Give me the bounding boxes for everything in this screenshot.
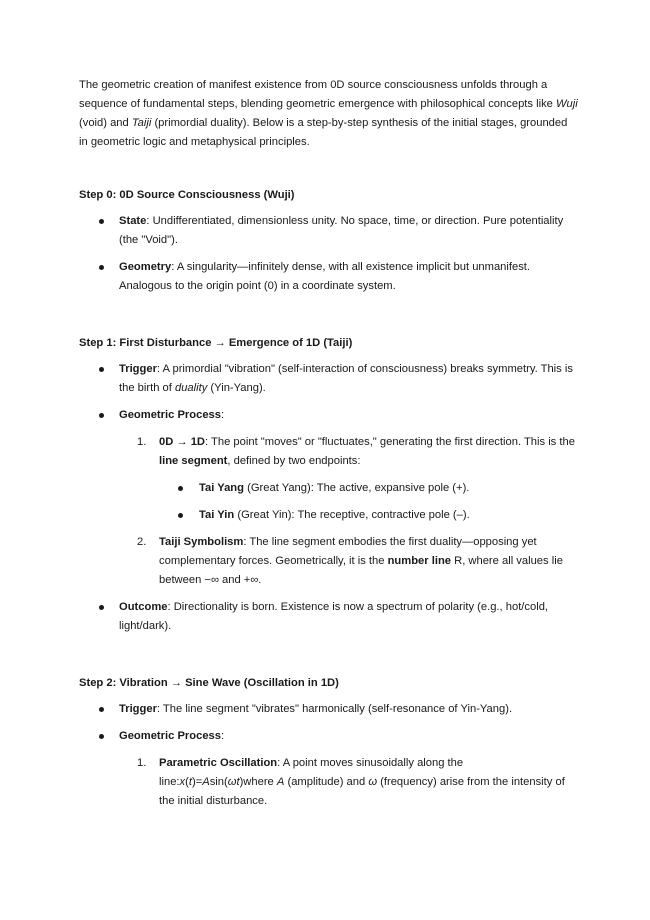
- list-item: [79, 212, 579, 250]
- process-colon: :: [220, 730, 225, 742]
- tai-yang-text: (Great Yang): The active, expansive pole (+).: [243, 482, 470, 494]
- trigger-label: Trigger: [119, 703, 157, 715]
- list-item: [79, 406, 579, 590]
- step-1-list: [79, 360, 579, 636]
- process-colon: :: [220, 409, 225, 421]
- item-label: Parametric Oscillation: [159, 757, 278, 769]
- line-segment-term: line segment: [159, 455, 228, 467]
- intro-text: The geometric creation of manifest existence from 0D source consciousness unfolds through a sequence of fundamental steps, blending geometric emergence with philosophical concepts like: [79, 79, 556, 110]
- geometry-text: : A singularity—infinitely dense, with all existence implicit but unmanifest. Analogous to the origin point (0) in a coordinate system.: [119, 261, 531, 292]
- step-0-heading: Step 0: 0D Source Consciousness (Wuji): [79, 189, 295, 201]
- formula-part: ): [239, 776, 244, 788]
- item-text: (amplitude) and: [284, 776, 369, 788]
- state-label: State: [119, 215, 147, 227]
- item-text: : The point "moves" or "fluctuates," generating the first direction. This is the: [205, 436, 575, 448]
- step-0-list: [79, 212, 579, 296]
- item-text: : The line segment embodies the first duality—opposing yet complementary forces. Geometrically, it is the: [159, 536, 537, 567]
- trigger-text: (Yin-Yang).: [207, 382, 266, 394]
- process-label: Geometric Process: [119, 409, 221, 421]
- item-number: 1.: [137, 757, 147, 769]
- item-number: 2.: [137, 536, 147, 548]
- item-text: : A point moves sinusoidally along the line:: [159, 757, 464, 788]
- intro-text: (void) and: [79, 117, 132, 129]
- frequency-symbol: ω: [368, 776, 378, 788]
- item-number: 1.: [137, 436, 147, 448]
- tai-yin-label: Tai Yin: [199, 509, 235, 521]
- intro-paragraph: [79, 76, 579, 152]
- formula-part: ωt: [227, 776, 240, 788]
- step-1-process-list: [119, 433, 579, 590]
- geometry-label: Geometry: [119, 261, 172, 273]
- duality-term: duality: [174, 382, 208, 394]
- amplitude-symbol: A: [276, 776, 285, 788]
- numbered-item: [119, 433, 579, 525]
- endpoints-list: [159, 479, 579, 525]
- list-item: [79, 700, 579, 719]
- tai-yang-label: Tai Yang: [199, 482, 244, 494]
- number-line-term: number line: [387, 555, 451, 567]
- list-item: [159, 479, 579, 498]
- outcome-text: : Directionality is born. Existence is now a spectrum of polarity (e.g., hot/cold, light/dark).: [119, 601, 549, 632]
- trigger-text: : The line segment "vibrates" harmonically (self-resonance of Yin-Yang).: [156, 703, 513, 715]
- process-label: Geometric Process: [119, 730, 221, 742]
- formula-part: )=: [191, 776, 203, 788]
- step-2-process-list: [119, 754, 579, 811]
- list-item: [159, 506, 579, 525]
- trigger-label: Trigger: [119, 363, 157, 375]
- intro-text: (primordial duality). Below is a step-by-step synthesis of the initial stages, grounded in geometric logic and metaphysical principles.: [79, 117, 568, 148]
- step-1-heading: Step 1: First Disturbance → Emergence of 1D (Taiji): [79, 337, 353, 349]
- item-label: Taiji Symbolism: [159, 536, 244, 548]
- outcome-label: Outcome: [119, 601, 168, 613]
- list-item: [79, 598, 579, 636]
- item-text: R, where all values lie between −∞ and +∞.: [159, 555, 563, 586]
- formula-part: (: [185, 776, 189, 788]
- list-item: [79, 258, 579, 296]
- wuji-term: Wuji: [556, 98, 578, 110]
- item-text: where: [243, 776, 277, 788]
- tai-yin-text: (Great Yin): The receptive, contractive pole (–).: [234, 509, 470, 521]
- item-text: , defined by two endpoints:: [227, 455, 361, 467]
- taiji-term: Taiji: [131, 117, 152, 129]
- section-spacer: [79, 304, 579, 334]
- formula-part: x: [179, 776, 186, 788]
- list-item: [79, 727, 579, 811]
- numbered-item: [119, 533, 579, 590]
- state-text: : Undifferentiated, dimensionless unity. No space, time, or direction. Pure potentiality (the "Void").: [119, 215, 564, 246]
- item-text: (frequency) arise from the intensity of the initial disturbance.: [159, 776, 565, 807]
- step-2-heading: Step 2: Vibration → Sine Wave (Oscillation in 1D): [79, 677, 339, 689]
- formula-part: sin(: [209, 776, 228, 788]
- step-2-list: [79, 700, 579, 811]
- numbered-item: [119, 754, 579, 811]
- formula-part: t: [188, 776, 192, 788]
- trigger-text: : A primordial "vibration" (self-interaction of consciousness) breaks symmetry. This is the birth of: [119, 363, 573, 394]
- document-page: [79, 76, 579, 819]
- list-item: [79, 360, 579, 398]
- section-spacer: [79, 644, 579, 674]
- item-label: 0D → 1D: [159, 436, 206, 448]
- formula-part: A: [202, 776, 210, 788]
